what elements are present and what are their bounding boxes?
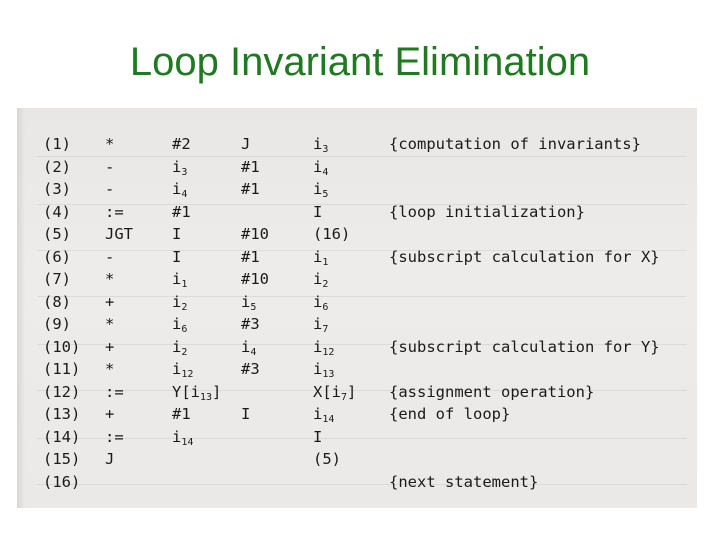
operator: - <box>105 157 115 176</box>
quadruple-row <box>17 381 697 403</box>
operand-1-subscript: 4 <box>181 189 188 200</box>
operand-1-subscript: 14 <box>181 436 194 448</box>
result-subscript: 12 <box>322 346 335 358</box>
comment: {next statement} <box>389 472 539 491</box>
operand-1: $i_{14}$ <box>172 427 194 448</box>
row-number: (2) <box>43 157 71 176</box>
result-subscript: 6 <box>322 301 329 313</box>
comment: {subscript calculation for X} <box>389 247 660 266</box>
comment: {computation of invariants} <box>389 135 641 153</box>
row-number: (10) <box>43 337 81 356</box>
quadruple-row <box>17 403 697 425</box>
result-subscript: 5 <box>322 189 329 200</box>
operator: + <box>105 292 115 311</box>
row-number: (1) <box>43 135 71 153</box>
row-number: (4) <box>43 202 71 221</box>
result: I <box>313 427 323 446</box>
result-subscript: 13 <box>322 369 335 380</box>
operand-1-subscript: 1 <box>181 279 188 290</box>
result-subscript: 2 <box>322 279 329 290</box>
operand-2-subscript: 4 <box>250 346 257 358</box>
row-number: (14) <box>43 427 81 446</box>
result: (5) <box>313 450 341 468</box>
result: $i_7$ <box>313 315 329 335</box>
result-subscript: 3 <box>322 144 329 155</box>
quadruple-row <box>17 291 697 313</box>
comment: {loop initialization} <box>389 202 585 221</box>
operand-2: #3 <box>241 315 260 333</box>
quadruple-row <box>17 313 697 335</box>
operand-1-subscript: 2 <box>181 301 188 313</box>
result: $i_6$ <box>313 292 329 313</box>
row-number: (6) <box>43 247 71 266</box>
operator: := <box>105 202 124 221</box>
operand-2: #1 <box>241 157 260 176</box>
operator: + <box>105 405 115 423</box>
quadruple-row <box>17 133 697 155</box>
result-subscript: 1 <box>322 256 329 268</box>
result: $i_4$ <box>313 157 329 178</box>
comment: {subscript calculation for Y} <box>389 337 660 356</box>
operator: * <box>105 270 115 288</box>
operand-2: J <box>241 135 251 153</box>
quadruple-row <box>17 201 697 223</box>
operator: J <box>105 450 115 468</box>
quadruple-row <box>17 223 697 245</box>
operand-1-subscript: 3 <box>181 166 188 178</box>
result: $X[i_7]$ <box>313 382 357 403</box>
quadruple-row <box>17 336 697 358</box>
quadruple-row <box>17 471 697 493</box>
operand-2: I <box>241 405 251 423</box>
row-number: (13) <box>43 405 81 423</box>
operand-1: $i_1$ <box>172 270 188 290</box>
operand-1-subscript: 6 <box>181 324 188 335</box>
result-subscript: 4 <box>322 166 329 178</box>
operand-1: #1 <box>172 202 191 221</box>
operand-2: #3 <box>241 360 260 378</box>
operand-1-subscript: 13 <box>200 391 213 403</box>
result: $i_5$ <box>313 180 329 200</box>
operand-1: $i_2$ <box>172 337 188 358</box>
result: (16) <box>313 225 351 243</box>
operand-1: $i_3$ <box>172 157 188 178</box>
quadruple-row <box>17 448 697 470</box>
slide-title: Loop Invariant Elimination <box>129 40 591 84</box>
quadruple-row <box>17 178 697 200</box>
operator: * <box>105 360 115 378</box>
row-number: (15) <box>43 450 81 468</box>
row-number: (9) <box>43 315 71 333</box>
operator: - <box>105 247 115 266</box>
operand-2-subscript: 5 <box>250 301 257 313</box>
quadruple-row <box>17 358 697 380</box>
result-subscript: 14 <box>322 414 335 425</box>
result-subscript: 7 <box>341 391 348 403</box>
operand-1: $i_4$ <box>172 180 188 200</box>
row-number: (16) <box>43 472 81 491</box>
quadruple-row <box>17 426 697 448</box>
row-number: (8) <box>43 292 71 311</box>
operand-2: #10 <box>241 270 269 288</box>
operand-1: #2 <box>172 135 191 153</box>
operand-1: $i_2$ <box>172 292 188 313</box>
quadruple-row <box>17 268 697 290</box>
result: I <box>313 202 323 221</box>
operand-1: I <box>172 225 182 243</box>
result: $i_2$ <box>313 270 329 290</box>
row-number: (7) <box>43 270 71 288</box>
result: $i_3$ <box>313 135 329 155</box>
quadruple-row <box>17 246 697 268</box>
result: $i_1$ <box>313 247 329 268</box>
result-subscript: 7 <box>322 324 329 335</box>
operator: * <box>105 315 115 333</box>
comment: {end of loop} <box>389 405 511 423</box>
quadruple-row <box>17 156 697 178</box>
comment: {assignment operation} <box>389 382 595 401</box>
operator: JGT <box>105 225 133 243</box>
operator: + <box>105 337 115 356</box>
row-number: (12) <box>43 382 81 401</box>
operand-2: $i_5$ <box>241 292 257 313</box>
scanned-code-image <box>17 108 697 508</box>
result: $i_{14}$ <box>313 405 335 425</box>
operand-2: #10 <box>241 225 269 243</box>
result: $i_{12}$ <box>313 337 335 358</box>
operand-1-subscript: 2 <box>181 346 188 358</box>
operand-1: $i_6$ <box>172 315 188 335</box>
row-number: (11) <box>43 360 81 378</box>
operand-1-subscript: 12 <box>181 369 194 380</box>
operator: - <box>105 180 115 198</box>
operand-2: #1 <box>241 180 260 198</box>
operator: := <box>105 382 124 401</box>
operand-1: $Y[i_{13}]$ <box>172 382 222 403</box>
operand-1: #1 <box>172 405 191 423</box>
operand-2: $i_4$ <box>241 337 257 358</box>
operand-1: I <box>172 247 182 266</box>
result: $i_{13}$ <box>313 360 335 380</box>
operand-2: #1 <box>241 247 260 266</box>
operator: * <box>105 135 115 153</box>
row-number: (3) <box>43 180 71 198</box>
row-number: (5) <box>43 225 71 243</box>
operator: := <box>105 427 124 446</box>
operand-1: $i_{12}$ <box>172 360 194 380</box>
